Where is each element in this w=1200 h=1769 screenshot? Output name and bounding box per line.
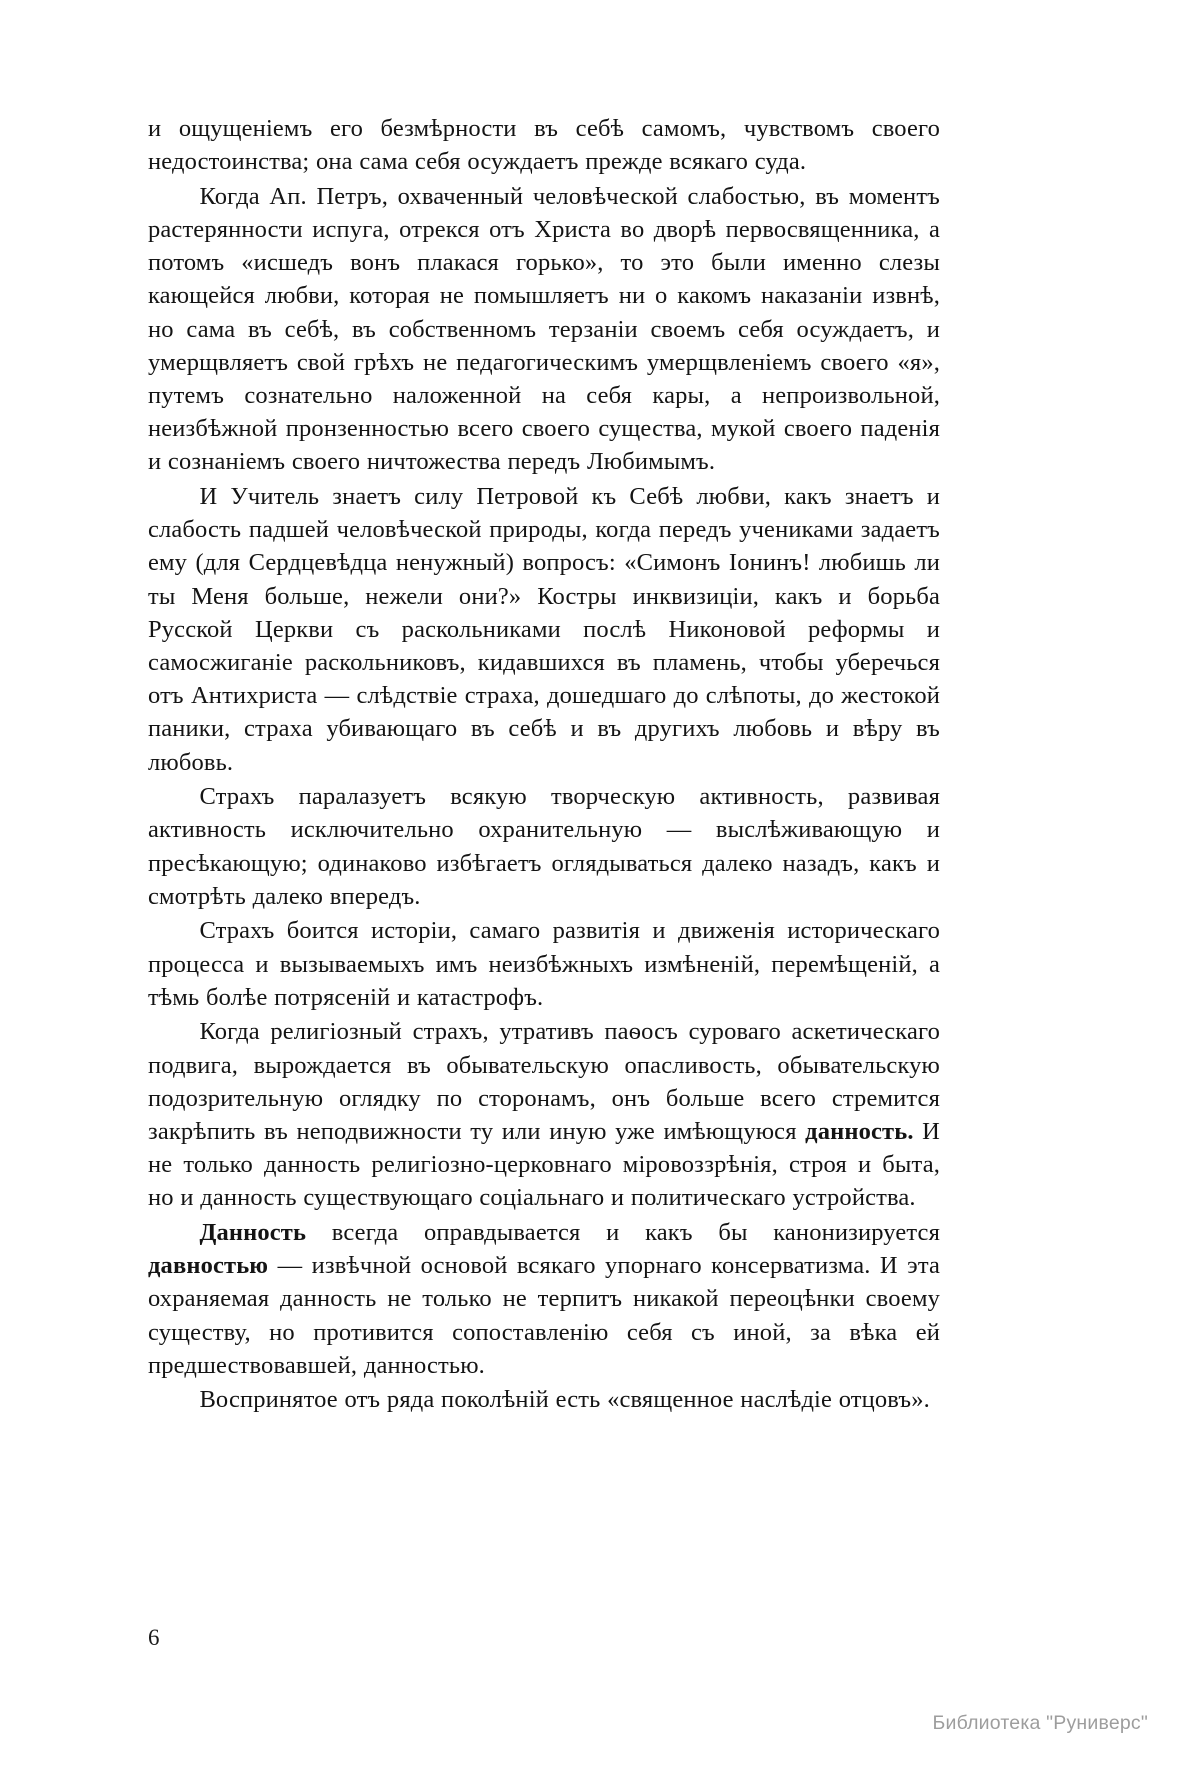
body-text-column	[148, 112, 940, 1418]
paragraph: Страхъ паралазуетъ всякую творческую активность, развивая активность исключительно охранительную — выслѣживающую и пресѣкающую; одинаково избѣгаетъ оглядываться далеко назадъ, какъ и смотрѣть далеко впередъ.	[148, 783, 940, 910]
paragraph: Когда Ап. Петръ, охваченный человѣческой слабостью, въ моментъ растерянности испуга, отрекся отъ Христа во дворѣ первосвященника, а потомъ «исшедъ вонъ плакася горько», то это были именно слезы кающейся любви, которая не помышляетъ ни о какомъ наказаніи извнѣ, но сама въ себѣ, въ собственномъ терзаніи своемъ себя осуждаетъ, и умерщвляетъ свой грѣхъ не педагогическимъ умерщвленіемъ своего «я», путемъ сознательно наложенной на себя кары, а непроизвольной, неизбѣжной пронзенностью всего своего существа, мукой своего паденія и сознаніемъ своего ничтожества передъ Любимымъ.	[148, 182, 940, 476]
paragraph: И Учитель знаетъ силу Петровой къ Себѣ любви, какъ знаетъ и слабость падшей человѣческой природы, когда передъ учениками задаетъ ему (для Сердцевѣдца ненужный) вопросъ: «Симонъ Іонинъ! любишь ли ты Меня больше, нежели они?» Костры инквизиціи, какъ и борьба Русской Церкви съ раскольниками послѣ Никоновой реформы и самосжиганіе раскольниковъ, кидавшихся въ пламень, чтобы уберечься отъ Антихриста — слѣдствіе страха, дошедшаго до слѣпоты, до жестокой паники, страха убивающаго въ себѣ и въ другихъ любовь и вѣру въ любовь.	[148, 483, 940, 776]
page-number: 6	[148, 1625, 160, 1650]
paragraph: и ощущеніемъ его безмѣрности въ себѣ самомъ, чувствомъ своего недостоинства; она сама себя осуждаетъ прежде всякаго суда.	[148, 115, 940, 176]
library-watermark: Библиотека "Руниверс"	[932, 1712, 1148, 1734]
paragraph: Когда религіозный страхъ, утративъ паѳосъ суроваго аскетическаго подвига, вырождается въ обывательскую опасливость, обывательскую подозрительную оглядку по сторонамъ, онъ больше всего стремится закрѣпить въ неподвижности ту или иную уже имѣющуюся данность. И не только данность религіозно-церковнаго міровоззрѣнія, строя и быта, но и данность существующаго соціальнаго и политическаго устройства.	[148, 1018, 940, 1212]
paragraph: Воспринятое отъ ряда поколѣній есть «священное наслѣдіе отцовъ».	[199, 1386, 930, 1414]
paragraph: Страхъ боится исторіи, самаго развитія и движенія историческаго процесса и вызываемыхъ имъ неизбѣжныхъ измѣненій, перемѣщеній, а тѣмь болѣе потрясеній и катастрофъ.	[148, 917, 940, 1011]
paragraph: Данность всегда оправдывается и какъ бы канонизируется давностью — извѣчной основой всякаго упорнаго консерватизма. И эта охраняемая данность не только не терпитъ никакой переоцѣнки своему существу, но противится сопоставленію себя съ иной, за вѣка ей предшествовавшей, данностью.	[148, 1219, 940, 1379]
